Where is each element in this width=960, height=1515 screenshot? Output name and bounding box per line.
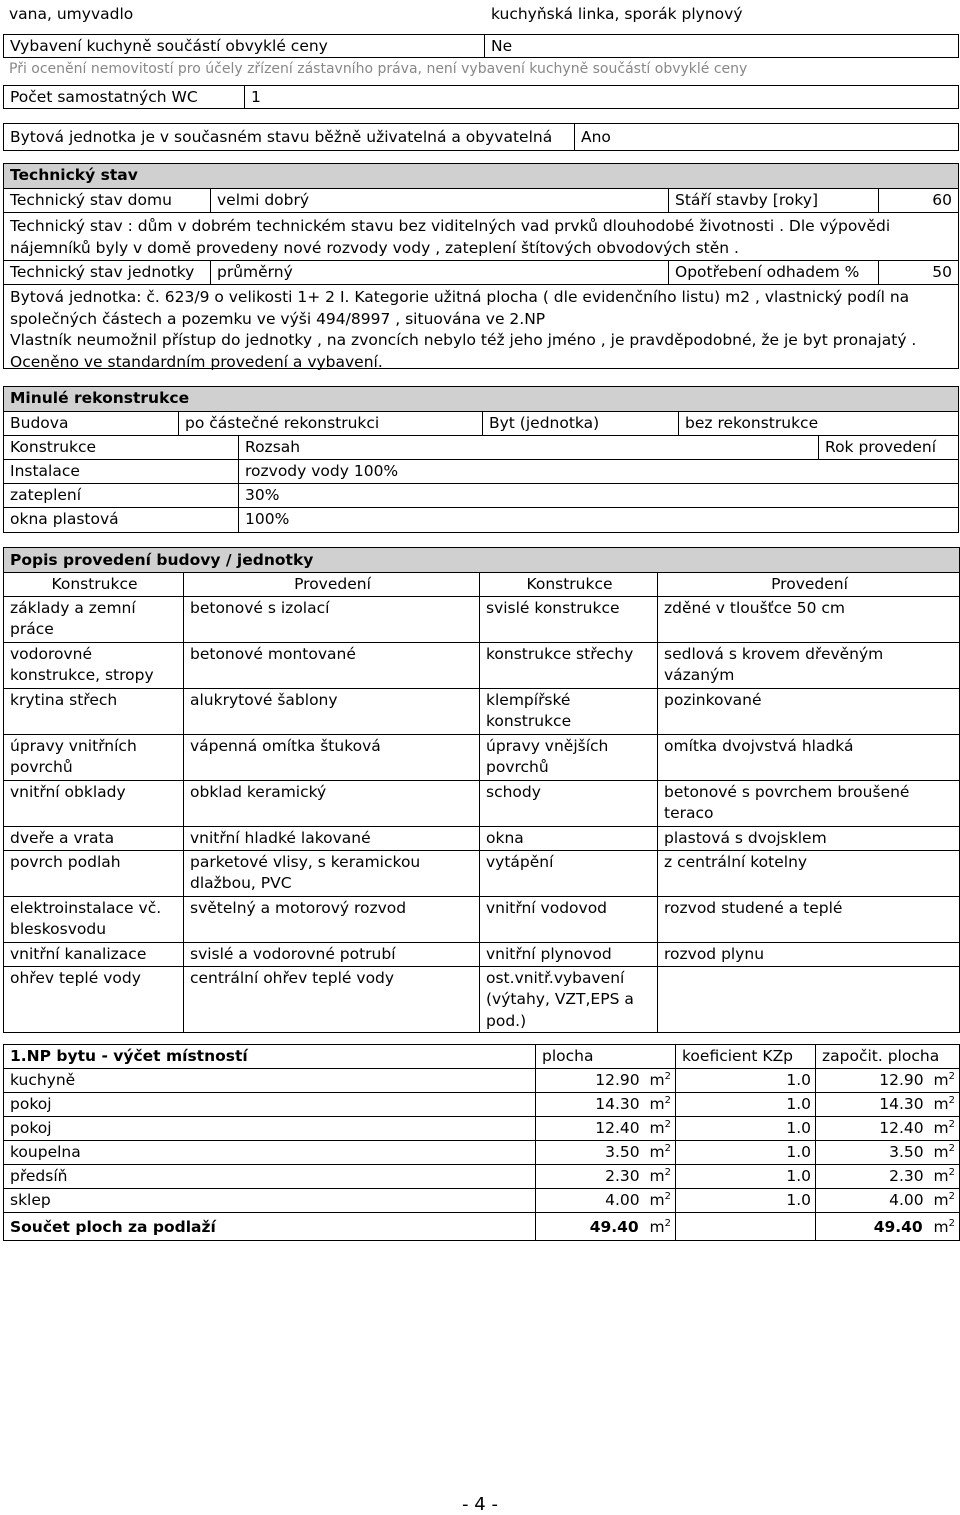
tech-section — [3, 163, 959, 369]
room-counted: 12.40 $m^2$ — [816, 1117, 960, 1141]
room-area: 12.90 $m^2$ — [536, 1069, 676, 1093]
desc-row — [4, 642, 960, 688]
desc-execution: z centrální kotelny — [658, 850, 960, 896]
desc-construction: úpravy vnějších povrchů — [480, 734, 658, 780]
recon-scope: 30% — [238, 484, 818, 507]
desc-execution: zděné v tloušťce 50 cm — [658, 596, 960, 642]
room-row — [4, 1117, 960, 1141]
recon-row — [4, 483, 958, 507]
desc-construction: úpravy vnitřních povrchů — [4, 734, 184, 780]
desc-construction: povrch podlah — [4, 850, 184, 896]
recon-scope: rozvody vody 100% — [238, 460, 818, 483]
desc-execution: betonové s povrchem broušené teraco — [658, 780, 960, 826]
room-area: 12.40 $m^2$ — [536, 1117, 676, 1141]
room-row — [4, 1093, 960, 1117]
room-area: 14.30 $m^2$ — [536, 1093, 676, 1117]
room-row — [4, 1069, 960, 1093]
rooms-sum-counted: 49.40 $m^2$ — [816, 1213, 960, 1241]
recon-section — [3, 386, 959, 533]
room-name: koupelna — [4, 1141, 536, 1165]
desc-row — [4, 896, 960, 942]
desc-execution: obklad keramický — [184, 780, 480, 826]
desc-construction: krytina střech — [4, 688, 184, 734]
house-state-label: Technický stav domu — [10, 191, 172, 209]
desc-execution: rozvod studené a teplé — [658, 896, 960, 942]
room-counted: 2.30 $m^2$ — [816, 1165, 960, 1189]
equipment-row — [3, 3, 959, 27]
room-name: pokoj — [4, 1093, 536, 1117]
desc-row — [4, 596, 960, 642]
recon-header-row — [4, 435, 958, 459]
kitchen-note-row — [3, 59, 959, 79]
desc-table — [3, 547, 960, 1033]
desc-row — [4, 850, 960, 896]
col-construction: Konstrukce — [10, 438, 97, 456]
recon-construction: okna plastová — [10, 510, 119, 528]
desc-execution: betonové s izolací — [184, 596, 480, 642]
usable-label: Bytová jednotka je v současném stavu běžně uživatelná a obyvatelná — [10, 128, 553, 146]
room-coef: 1.0 — [676, 1069, 816, 1093]
kitchen-equipment: kuchyňská linka, sporák plynový — [491, 5, 743, 23]
house-state-row — [4, 188, 958, 212]
rooms-table — [3, 1044, 960, 1241]
desc-row — [4, 734, 960, 780]
house-state-text: Technický stav : dům v dobrém technickém stavu bez viditelných vad prvků dlouhodobé životnosti . Dle výpovědi nájemníků byly v domě provedeny nové rozvody vody , zateplení štítových obvodových stěn . — [4, 212, 958, 260]
desc-construction: vnitřní obklady — [4, 780, 184, 826]
room-area: 2.30 $m^2$ — [536, 1165, 676, 1189]
room-name: pokoj — [4, 1117, 536, 1141]
wc-label: Počet samostatných WC — [10, 88, 198, 106]
desc-construction: základy a zemní práce — [4, 596, 184, 642]
desc-construction: okna — [480, 826, 658, 850]
recon-construction: Instalace — [10, 462, 80, 480]
kitchen-value: Ne — [484, 35, 512, 57]
desc-execution — [658, 966, 960, 1033]
bathroom-equipment: vana, umyvadlo — [9, 5, 134, 23]
age-value: 60 — [878, 189, 958, 212]
desc-row — [4, 826, 960, 850]
unit-recon-value: bez rekonstrukce — [678, 412, 958, 435]
desc-execution: parketové vlisy, s keramickou dlažbou, PVC — [184, 850, 480, 896]
desc-execution: pozinkované — [658, 688, 960, 734]
desc-construction: elektroinstalace vč. bleskosvodu — [4, 896, 184, 942]
desc-execution: betonové montované — [184, 642, 480, 688]
desc-col-construction: Konstrukce — [4, 572, 184, 596]
page-number: - 4 - — [462, 1494, 498, 1515]
desc-row — [4, 942, 960, 966]
recon-scope: 100% — [238, 508, 818, 532]
desc-construction: klempířské konstrukce — [480, 688, 658, 734]
room-row — [4, 1165, 960, 1189]
desc-construction: ohřev teplé vody — [4, 966, 184, 1033]
house-state-value: velmi dobrý — [210, 189, 668, 212]
room-name: kuchyně — [4, 1069, 536, 1093]
desc-col-execution: Provedení — [658, 572, 960, 596]
age-label: Stáří stavby [roky] — [668, 189, 878, 212]
desc-construction: konstrukce střechy — [480, 642, 658, 688]
desc-col-construction: Konstrukce — [480, 572, 658, 596]
tech-title: Technický stav — [4, 164, 958, 188]
wc-row — [3, 85, 959, 109]
building-value: po částečné rekonstrukci — [178, 412, 482, 435]
kitchen-note: Při ocenění nemovitostí pro účely zřízení zástavního práva, není vybavení kuchyně součástí obvyklé ceny — [9, 61, 748, 77]
wear-value: 50 — [878, 261, 958, 284]
wc-value: 1 — [244, 86, 261, 108]
wear-label: Opotřebení odhadem % — [668, 261, 878, 284]
room-name: sklep — [4, 1189, 536, 1213]
desc-construction: vodorovné konstrukce, stropy — [4, 642, 184, 688]
room-row — [4, 1141, 960, 1165]
desc-execution: svislé a vodorovné potrubí — [184, 942, 480, 966]
desc-construction: ost.vnitř.vybavení (výtahy, VZT,EPS a pod.) — [480, 966, 658, 1033]
unit-description — [4, 284, 958, 371]
desc-construction: svislé konstrukce — [480, 596, 658, 642]
usable-row — [3, 123, 959, 151]
rooms-col-counted: započit. plocha — [816, 1045, 960, 1069]
unit-recon-label: Byt (jednotka) — [482, 412, 678, 435]
unit-state-row — [4, 260, 958, 284]
unit-description-1: Bytová jednotka: č. 623/9 o velikosti 1+ 2 I. Kategorie užitná plocha ( dle evidenčního listu) m2 , vlastnický podíl na společných částech a pozemku ve výši 494/8997 , situována ve 2.NP — [10, 288, 910, 328]
recon-building-row — [4, 411, 958, 435]
rooms-sum-label: Součet ploch za podlaží — [4, 1213, 536, 1241]
desc-construction: vnitřní vodovod — [480, 896, 658, 942]
room-coef: 1.0 — [676, 1117, 816, 1141]
room-coef: 1.0 — [676, 1141, 816, 1165]
building-label: Budova — [10, 414, 69, 432]
room-row — [4, 1189, 960, 1213]
rooms-section — [3, 1044, 959, 1241]
kitchen-label: Vybavení kuchyně součástí obvyklé ceny — [10, 37, 328, 55]
rooms-sum-area: 49.40 $m^2$ — [536, 1213, 676, 1241]
room-name: předsíň — [4, 1165, 536, 1189]
desc-execution: rozvod plynu — [658, 942, 960, 966]
desc-construction: vnitřní kanalizace — [4, 942, 184, 966]
desc-execution: vnitřní hladké lakované — [184, 826, 480, 850]
desc-col-execution: Provedení — [184, 572, 480, 596]
desc-execution: omítka dvojvstvá hladká — [658, 734, 960, 780]
recon-title: Minulé rekonstrukce — [4, 387, 958, 411]
recon-row — [4, 507, 958, 532]
unit-description-2: Vlastník neumožnil přístup do jednotky , na zvoncích nebylo též jeho jméno , je pravděpodobné, že je byt pronajatý . Oceněno ve standardním provedení a vybavení. — [10, 331, 917, 371]
room-counted: 12.90 $m^2$ — [816, 1069, 960, 1093]
desc-construction: vnitřní plynovod — [480, 942, 658, 966]
rooms-col-area: plocha — [536, 1045, 676, 1069]
recon-row — [4, 459, 958, 483]
room-counted: 3.50 $m^2$ — [816, 1141, 960, 1165]
room-coef: 1.0 — [676, 1093, 816, 1117]
usable-value: Ano — [574, 124, 611, 150]
col-year: Rok provedení — [818, 436, 958, 459]
rooms-title: 1.NP bytu - výčet místností — [4, 1045, 536, 1069]
desc-execution: vápenná omítka štuková — [184, 734, 480, 780]
desc-execution: centrální ohřev teplé vody — [184, 966, 480, 1033]
desc-section — [3, 547, 959, 1033]
desc-row — [4, 780, 960, 826]
room-coef: 1.0 — [676, 1165, 816, 1189]
desc-execution: alukrytové šablony — [184, 688, 480, 734]
rooms-col-coef: koeficient KZp — [676, 1045, 816, 1069]
room-counted: 14.30 $m^2$ — [816, 1093, 960, 1117]
recon-construction: zateplení — [10, 486, 82, 504]
room-area: 3.50 $m^2$ — [536, 1141, 676, 1165]
desc-execution: plastová s dvojsklem — [658, 826, 960, 850]
room-area: 4.00 $m^2$ — [536, 1189, 676, 1213]
desc-execution: světelný a motorový rozvod — [184, 896, 480, 942]
room-counted: 4.00 $m^2$ — [816, 1189, 960, 1213]
unit-state-label: Technický stav jednotky — [10, 263, 195, 281]
desc-execution: sedlová s krovem dřevěným vázaným — [658, 642, 960, 688]
desc-row — [4, 966, 960, 1033]
rooms-sum-row — [4, 1213, 960, 1241]
col-scope: Rozsah — [238, 436, 818, 459]
room-coef: 1.0 — [676, 1189, 816, 1213]
desc-construction: dveře a vrata — [4, 826, 184, 850]
desc-title: Popis provedení budovy / jednotky — [4, 548, 960, 573]
desc-construction: vytápění — [480, 850, 658, 896]
unit-state-value: průměrný — [210, 261, 668, 284]
desc-construction: schody — [480, 780, 658, 826]
kitchen-row — [3, 34, 959, 58]
desc-row — [4, 688, 960, 734]
